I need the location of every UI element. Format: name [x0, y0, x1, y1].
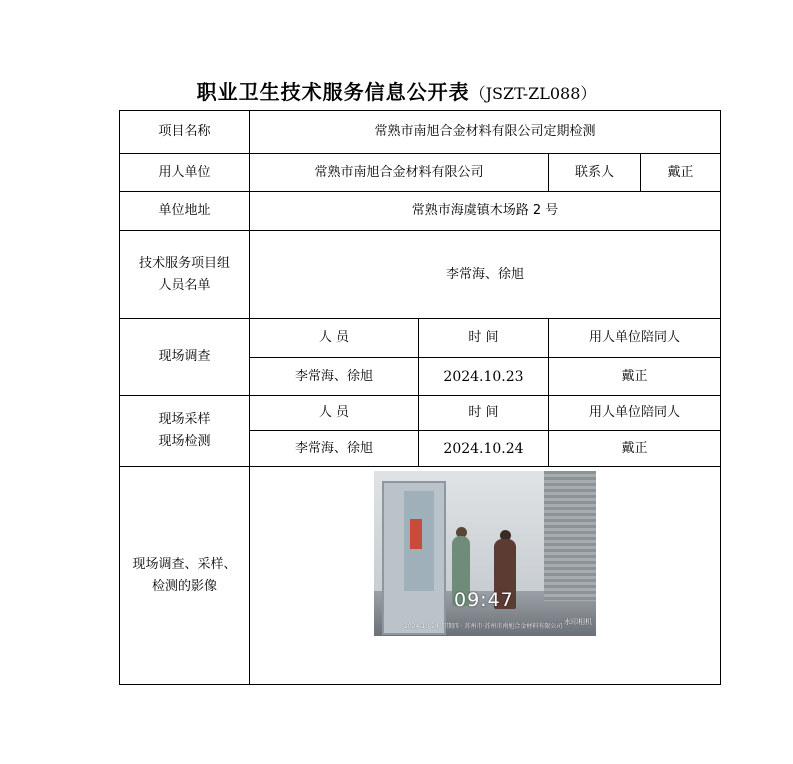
- project-value: 常熟市南旭合金材料有限公司定期检测: [250, 111, 721, 154]
- photo-rolling-shutter: [544, 471, 596, 601]
- row-employer: [120, 154, 721, 192]
- photo-stamp: 2024-10-24 星期四 · 苏州市·苏州市南旭合金材料有限公司: [404, 623, 563, 630]
- info-table: [119, 110, 721, 685]
- sampling-time: 2024.10.24: [419, 431, 549, 467]
- document-title: [0, 76, 793, 105]
- team-label: [120, 231, 250, 319]
- row-sampling-header: [120, 396, 721, 431]
- sampling-companion: 戴正: [549, 431, 721, 467]
- sampling-col-person: 人 员: [250, 396, 419, 431]
- survey-col-companion: 用人单位陪同人: [549, 319, 721, 358]
- images-cell: [250, 467, 721, 685]
- row-project: [120, 111, 721, 154]
- address-label: 单位地址: [120, 192, 250, 231]
- survey-time: 2024.10.23: [419, 358, 549, 396]
- survey-col-person: 人 员: [250, 319, 419, 358]
- images-label: [120, 467, 250, 685]
- photo-red-sign: [410, 519, 422, 549]
- sampling-label-line2: 现场检测: [158, 434, 211, 449]
- survey-companion: 戴正: [549, 358, 721, 396]
- title-code: （JSZT-ZL088）: [469, 84, 597, 103]
- team-label-line2: 人员名单: [158, 277, 211, 293]
- photo-camera-watermark: 水印相机: [564, 618, 592, 626]
- contact-label: 联系人: [549, 154, 641, 192]
- row-survey-header: [120, 319, 721, 358]
- sampling-person: 李常海、徐旭: [250, 431, 419, 467]
- sampling-label-line1: 现场采样: [158, 412, 211, 427]
- row-team: [120, 231, 721, 319]
- images-label-line2: 检测的影像: [151, 578, 217, 594]
- sampling-label: [120, 396, 250, 467]
- contact-value: 戴正: [641, 154, 721, 192]
- site-photo: [374, 471, 596, 636]
- sampling-col-companion: 用人单位陪同人: [549, 396, 721, 431]
- address-value: 常熟市海虞镇木场路 2 号: [250, 192, 721, 231]
- project-label: 项目名称: [120, 111, 250, 154]
- photo-time: 09:47: [454, 589, 514, 611]
- images-label-line1: 现场调查、采样、: [132, 556, 237, 572]
- employer-value: 常熟市南旭合金材料有限公司: [250, 154, 549, 192]
- row-address: [120, 192, 721, 231]
- sampling-col-time: 时 间: [419, 396, 549, 431]
- team-value: 李常海、徐旭: [250, 231, 721, 319]
- survey-col-time: 时 间: [419, 319, 549, 358]
- row-images: [120, 467, 721, 685]
- employer-label: 用人单位: [120, 154, 250, 192]
- survey-person: 李常海、徐旭: [250, 358, 419, 396]
- survey-label: 现场调查: [120, 319, 250, 396]
- title-main: 职业卫生技术服务信息公开表: [196, 80, 470, 104]
- team-label-line1: 技术服务项目组: [138, 255, 230, 271]
